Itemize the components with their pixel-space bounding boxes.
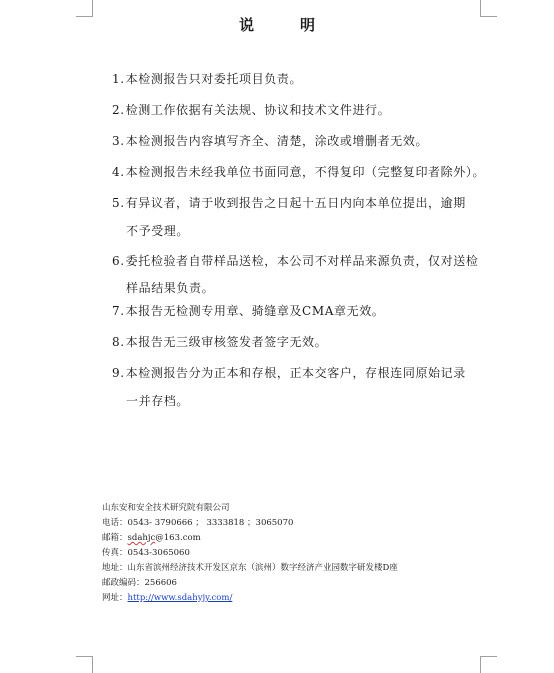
title-char-left: 说	[238, 16, 254, 34]
title-char-right: 明	[300, 16, 316, 34]
list-item: 9.本检测报告分为正本和存根，正本交客户，存根连同原始记录	[112, 366, 466, 380]
list-item: 8.本报告无三级审核签发者签字无效。	[112, 335, 328, 349]
website-line: 网址：http://www.sdahyjy.com/	[102, 593, 233, 603]
crop-mark-bottom-right	[480, 656, 497, 673]
list-item-continuation: 一并存档。	[126, 394, 190, 408]
page-title	[0, 14, 554, 35]
list-item: 1.本检测报告只对委托项目负责。	[112, 72, 303, 86]
crop-mark-bottom-left	[76, 656, 93, 673]
list-item: 4.本检测报告未经我单位书面同意，不得复印（完整复印者除外）。	[112, 165, 486, 179]
list-item: 3.本检测报告内容填写齐全、清楚，涂改或增删者无效。	[112, 134, 429, 148]
website-link[interactable]: http://www.sdahyjy.com/	[127, 593, 233, 603]
address-line: 地址：山东省滨州经济技术开发区京东（滨州）数字经济产业园数字研发楼D座	[102, 563, 398, 573]
contact-block	[102, 501, 398, 606]
company-name: 山东安和安全技术研究院有限公司	[102, 503, 230, 513]
phone-line: 电话：0543- 3790666 ； 3333818 ；3065070	[102, 518, 294, 528]
list-item-continuation: 样品结果负责。	[126, 281, 215, 295]
email-line: 邮箱：sdahjc@163.com	[102, 533, 201, 543]
fax-line: 传真：0543-3065060	[102, 548, 190, 558]
list-item: 7.本报告无检测专用章、骑缝章及CMA章无效。	[112, 304, 385, 318]
list-item-continuation: 不予受理。	[126, 224, 190, 238]
list-item: 6.委托检验者自带样品送检，本公司不对样品来源负责，仅对送检	[112, 254, 479, 268]
list-item: 5.有异议者，请于收到报告之日起十五日内向本单位提出，逾期	[112, 196, 466, 210]
postcode-line: 邮政编码：256606	[102, 578, 177, 588]
list-item: 2.检测工作依据有关法规、协议和技术文件进行。	[112, 103, 391, 117]
